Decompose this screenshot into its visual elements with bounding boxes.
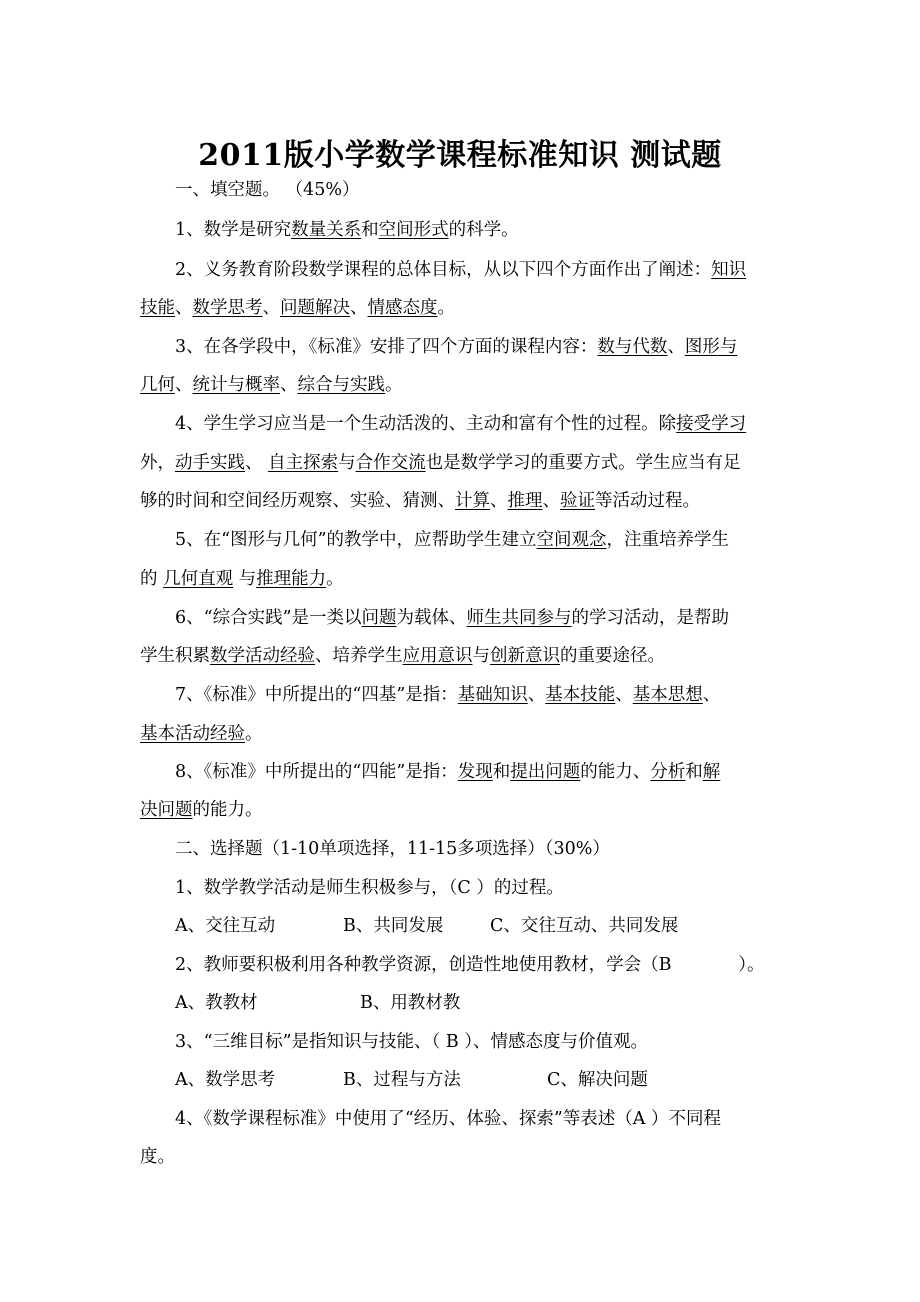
separator: 、 [667,337,685,357]
answer-blank: 解 [702,762,721,782]
choice-question-2: 2、教师要积极利用各种教学资源，创造性地使用教材，学会（B ）。 [175,955,765,975]
option-a: A、教教材 [175,993,258,1013]
separator: 、 [490,491,508,511]
question-text: 学生积累 [140,646,210,666]
question-text: 4、学生学习应当是一个生动活泼的、主动和富有个性的过程。除 [175,414,677,434]
question-text: 够的时间和空间经历观察、实验、猜测、 [140,491,455,511]
option-b: B、共同发展 [343,916,444,936]
answer-blank: 空间形式 [378,220,449,240]
answer-blank: 情感态度 [367,298,438,318]
answer-blank: 技能 [140,298,175,318]
answer-blank: 接受学习 [676,414,747,434]
answer-blank: 图形与 [684,337,738,357]
answer-blank: 合作交流 [355,453,426,473]
question-text: 3、在各学段中，《标准》安排了四个方面的课程内容： [175,337,598,357]
question-7-line-1 [175,683,780,707]
answer-blank: 综合与实践 [297,375,385,395]
answer-blank: 师生共同参与 [466,608,572,628]
question-text: ，注重培养学生 [606,530,730,550]
separator: 、 [350,298,368,318]
answer-blank: 基本技能 [545,685,616,705]
question-text: 的 [140,569,164,589]
section-fill-in-heading: 一、填空题。 （45%） [175,180,360,200]
question-5-line-2 [140,567,780,591]
question-text: 和 [492,762,511,782]
answer-blank: 发现 [457,762,493,782]
option-a: A、数学思考 [175,1070,276,1090]
answer-blank: 基本活动经验 [140,724,245,744]
question-text: 的重要途径。 [560,646,665,666]
answer-blank: 几何直观 [163,569,234,589]
question-4-line-1 [175,412,780,436]
section-choice-heading: 二、选择题（1-10单项选择，11-15多项选择）（30%） [175,839,610,859]
separator: 、 [542,491,560,511]
question-text: 与 [472,646,490,666]
separator: 、 [175,298,193,318]
question-text: 7、《标准》中所提出的“四基”是指： [175,685,458,705]
question-5-line-1 [175,528,780,552]
separator: 、 [527,685,546,705]
question-8-line-2 [140,798,780,822]
question-2-line-2 [140,296,780,320]
option-b: B、过程与方法 [343,1070,461,1090]
answer-blank: 知识 [711,260,747,280]
question-text: 的能力。 [192,800,263,820]
question-6-line-2 [140,644,780,668]
choice-question-4-line-1: 4、《数学课程标准》中使用了“经历、体验、探索”等表述（A ）不同程 [175,1109,721,1129]
question-text: 、培养学生 [315,646,403,666]
answer-blank: 问题 [361,608,397,628]
answer-blank: 数学思考 [192,298,263,318]
question-text: 等活动过程。 [595,491,700,511]
answer-blank: 验证 [560,491,595,511]
question-text: 外， [140,453,175,473]
page-title: 2011版小学数学课程标准知识 测试题 [198,138,722,173]
answer-blank: 空间观念 [536,530,607,550]
question-text: 也是数学学习的重要方式。学生应当有足 [425,453,741,473]
separator: 、 [702,685,721,705]
answer-blank: 基础知识 [457,685,528,705]
option-c: C、解决问题 [547,1070,648,1090]
question-text: 。 [437,298,455,318]
answer-blank: 动手实践 [175,453,245,473]
question-text: 8、《标准》中所提出的“四能”是指： [175,762,458,782]
answer-blank: 应用意识 [402,646,473,666]
question-2-line-1 [175,258,780,282]
answer-blank: 问题解决 [280,298,350,318]
answer-blank: 创新意识 [490,646,560,666]
question-text: 、 [245,453,269,473]
answer-blank: 决问题 [140,800,193,820]
answer-blank: 数学活动经验 [210,646,315,666]
option-a: A、交往互动 [175,916,276,936]
separator: 、 [615,685,633,705]
question-text: 和 [361,220,379,240]
answer-blank: 推理 [507,491,543,511]
answer-blank: 几何 [140,375,175,395]
option-c: C、交往互动、共同发展 [490,916,679,936]
choice-question-1: 1、数学教学活动是师生积极参与，（C ）的过程。 [175,878,564,898]
question-text: 1、数学是研究 [175,220,292,240]
question-text: 5、在“图形与几何”的教学中，应帮助学生建立 [175,530,537,550]
choice-question-4-line-2: 度。 [140,1147,175,1167]
answer-blank: 自主探索 [268,453,339,473]
question-text: 和 [685,762,703,782]
question-text: 。 [245,724,263,744]
question-3-line-1 [175,335,780,359]
separator: 、 [175,375,193,395]
question-4-line-3 [140,489,780,513]
question-6-line-1 [175,606,780,630]
answer-blank: 分析 [650,762,686,782]
question-text: 为载体、 [396,608,467,628]
question-1 [175,218,780,242]
question-text: 的科学。 [448,220,519,240]
answer-blank: 数与代数 [597,337,668,357]
question-3-line-2 [140,373,780,397]
question-text: 2、义务教育阶段数学课程的总体目标，从以下四个方面作出了阐述： [175,260,712,280]
separator: 、 [262,298,280,318]
separator: 、 [280,375,298,395]
answer-blank: 提出问题 [510,762,581,782]
answer-blank: 数量关系 [291,220,362,240]
question-text: 与 [233,569,257,589]
question-text: 的学习活动，是帮助 [571,608,730,628]
question-text: 与 [338,453,356,473]
question-text: 。 [326,569,344,589]
question-8-line-1 [175,760,780,784]
answer-blank: 计算 [455,491,490,511]
question-text: 。 [385,375,403,395]
answer-blank: 统计与概率 [192,375,280,395]
question-7-line-2 [140,722,780,746]
option-b: B、用教材教 [360,993,461,1013]
question-text: 6、“综合实践”是一类以 [175,608,362,628]
question-text: 的能力、 [580,762,651,782]
answer-blank: 基本思想 [632,685,703,705]
question-4-line-2 [140,451,780,475]
answer-blank: 推理能力 [256,569,327,589]
choice-question-3: 3、“三维目标”是指知识与技能、（ B ）、情感态度与价值观。 [175,1032,649,1052]
